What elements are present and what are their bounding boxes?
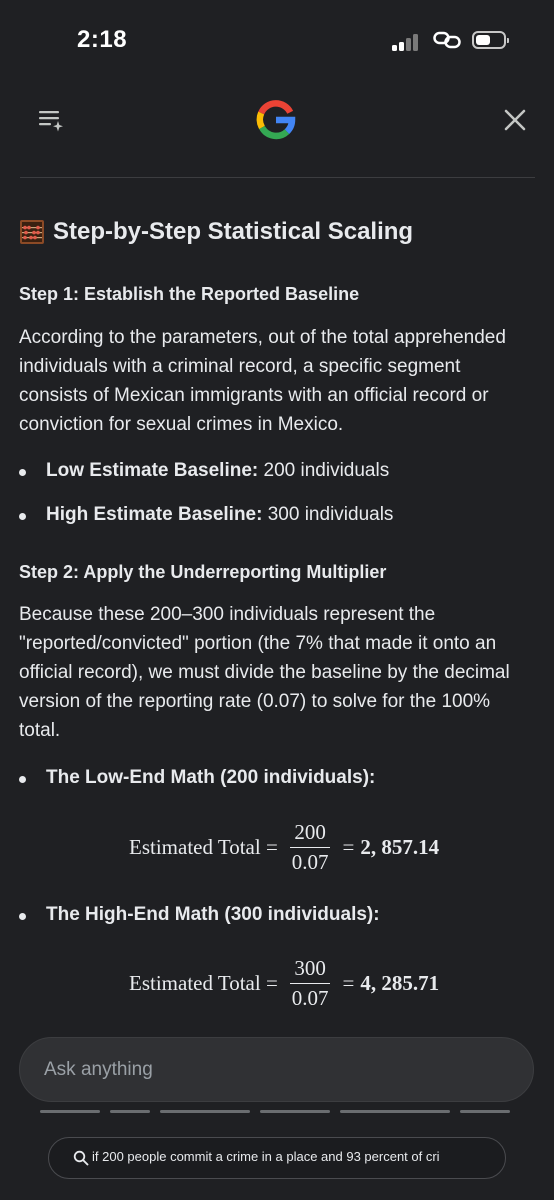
section-title <box>19 218 413 246</box>
step2-line: total. <box>19 720 61 741</box>
step1-heading: Step 1: Establish the Reported Baseline <box>19 284 360 304</box>
query-text: if 200 people commit a crime in a place and 93 percent of cri <box>92 1149 440 1164</box>
search-icon <box>73 1150 89 1166</box>
step2-line: official record), we must divide the baseline by the decimal <box>19 662 510 683</box>
step1-line: consists of Mexican immigrants with an official record or <box>19 385 489 406</box>
fraction <box>288 820 333 875</box>
step1-paragraph <box>19 323 535 439</box>
signal-icon <box>392 33 422 51</box>
equation-lhs: Estimated Total = <box>129 971 278 995</box>
bullet-label: Low Estimate Baseline: <box>46 460 259 481</box>
link-icon <box>433 29 461 51</box>
ask-input[interactable] <box>19 1037 534 1102</box>
step1-line: individuals with a criminal record, a specific segment <box>19 356 461 377</box>
battery-icon <box>472 31 506 49</box>
google-g-logo <box>256 100 296 140</box>
status-time: 2:18 <box>77 26 128 53</box>
equation-high-end <box>129 956 439 1011</box>
equals-sign: = <box>342 971 355 995</box>
step2-line: "reported/convicted" portion (the 7% that made it onto an <box>19 633 497 654</box>
status-bar <box>0 0 554 84</box>
step2-line: Because these 200–300 individuals represent the <box>19 604 436 625</box>
bullet-value: 200 individuals <box>258 460 390 481</box>
step1-line: According to the parameters, out of the total apprehended <box>19 327 506 348</box>
bullet-label: The High-End Math (300 individuals): <box>46 904 380 925</box>
ask-placeholder: Ask anything <box>44 1059 153 1080</box>
equation-result: 2, 857.14 <box>360 835 440 859</box>
step1-line: conviction for sexual crimes in Mexico. <box>19 414 344 435</box>
step2-heading: Step 2: Apply the Underreporting Multiplier <box>19 562 387 582</box>
bullet-value: 300 individuals <box>262 504 394 525</box>
step2-paragraph <box>19 600 535 745</box>
equation-lhs: Estimated Total = <box>129 835 278 859</box>
obscured-text <box>40 1110 520 1124</box>
abacus-icon <box>19 219 45 245</box>
equals-sign: = <box>342 835 355 859</box>
header-divider <box>20 177 535 178</box>
denominator: 0.07 <box>291 986 329 1010</box>
equation-low-end <box>129 820 439 875</box>
section-title-text: Step-by-Step Statistical Scaling <box>53 218 414 245</box>
bullet-label: High Estimate Baseline: <box>46 504 263 525</box>
close-icon[interactable] <box>503 108 527 132</box>
menu-sparkle-icon[interactable] <box>37 107 65 133</box>
fraction <box>288 956 333 1011</box>
denominator: 0.07 <box>291 850 329 874</box>
bullet-label: The Low-End Math (200 individuals): <box>46 767 376 788</box>
equation-result: 4, 285.71 <box>360 971 440 995</box>
numerator: 200 <box>290 820 330 848</box>
query-suggestion-pill[interactable] <box>48 1137 506 1179</box>
numerator: 300 <box>290 956 330 984</box>
step2-line: version of the reporting rate (0.07) to solve for the 100% <box>19 691 491 712</box>
